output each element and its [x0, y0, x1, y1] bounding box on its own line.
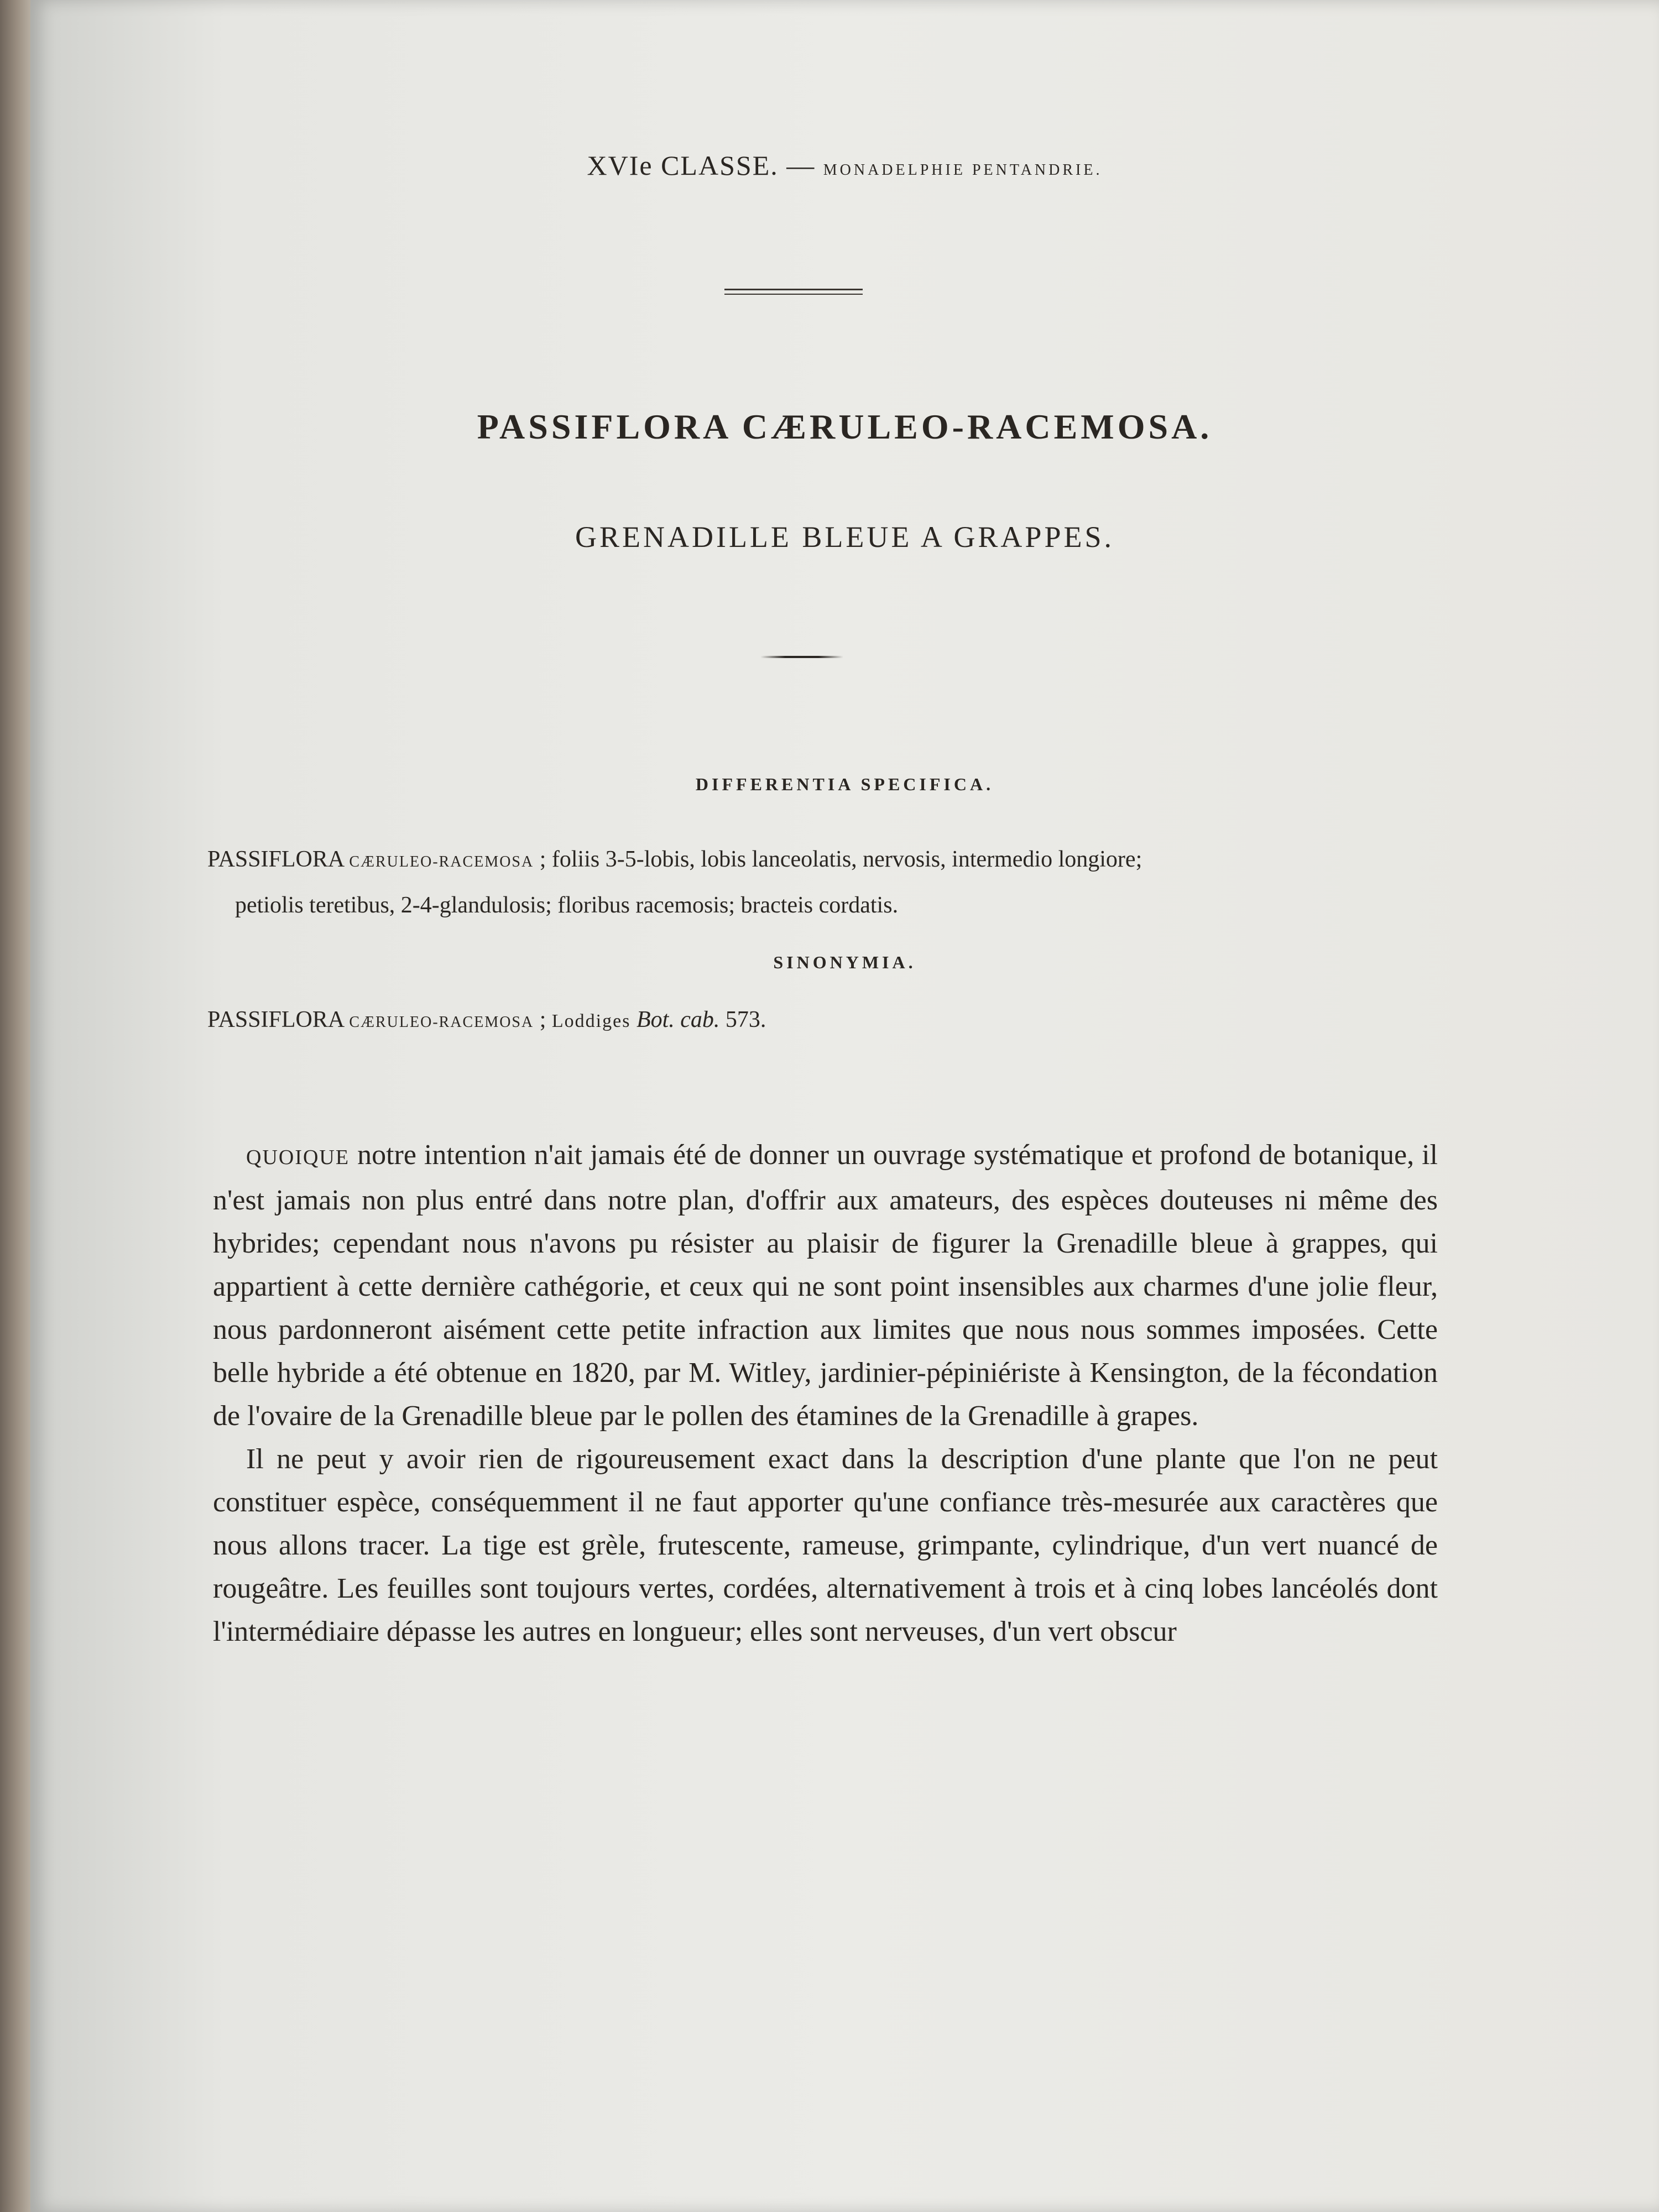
sinonymia-separator: ; [534, 1007, 552, 1032]
sinonymia-text [207, 1006, 1424, 1033]
sinonymia-species: CÆRULEO-RACEMOSA [349, 1014, 534, 1031]
differentia-text [207, 838, 1457, 927]
sinonymia-reference: Bot. cab. [630, 1007, 720, 1032]
differentia-genus: PASSIFLORA [207, 847, 343, 872]
page-subtitle: GRENADILLE BLEUE A GRAPPES. [575, 520, 1115, 554]
body-paragraph-1 [213, 1134, 1438, 1438]
paragraph-lead-word: QUOIQUE [246, 1146, 350, 1169]
middle-divider-rule [760, 656, 843, 658]
differentia-line2: petiolis teretibus, 2-4-glandulosis; floribus racemosis; bracteis cordatis. [235, 893, 899, 918]
running-head-category: MONADELPHIE PENTANDRIE. [823, 161, 1103, 179]
top-divider-rule [724, 289, 863, 295]
running-head-classe: XVIe CLASSE. [587, 150, 779, 181]
differentia-heading: DIFFERENTIA SPECIFICA. [695, 774, 994, 794]
differentia-line1-rest: ; foliis 3-5-lobis, lobis lanceolatis, nervosis, intermedio longiore; [534, 847, 1142, 872]
sinonymia-reference-number: 573. [719, 1007, 766, 1032]
sinonymia-author: Loddiges [551, 1011, 631, 1031]
sinonymia-genus: PASSIFLORA [207, 1007, 343, 1032]
body-text [213, 1134, 1438, 1653]
page-title: PASSIFLORA CÆRULEO-RACEMOSA. [477, 407, 1213, 446]
book-page [30, 0, 1659, 2212]
sinonymia-heading: SINONYMIA. [773, 952, 916, 972]
paragraph-1-text: notre intention n'ait jamais été de donner un ouvrage systématique et profond de botanique, il n'est jamais non plus entré dans notre plan, d'offrir aux amateurs, des espèces douteuses ni même des hybrides; cependant nous n'avons pu résister au plaisir de figurer la Grenadille bleue à grappes, qui appartient à cette dernière cathégorie, et ceux qui ne sont point insensibles aux charmes d'une jolie fleur, nous pardonneront aisément cette petite infraction aux limites que nous nous sommes imposées. Cette belle hybride a été obtenue en 1820, par M. Witley, jardinier-pépiniériste à Kensington, de la fécondation de l'ovaire de la Grenadille bleue par le pollen des étamines de la Grenadille à grapes. [213, 1139, 1438, 1432]
body-paragraph-2: Il ne peut y avoir rien de rigoureusement exact dans la description d'une plante que l'on ne peut constituer espèce, conséquemment il ne faut apporter qu'une confiance très-mesurée aux caractères que nous allons tracer. La tige est grèle, frutescente, rameuse, grimpante, cylindrique, d'un vert nuancé de rougeâtre. Les feuilles sont toujours vertes, cordées, alternativement à trois et à cinq lobes lancéolés dont l'intermédiaire dépasse les autres en longueur; elles sont nerveuses, d'un vert obscur [213, 1443, 1438, 1647]
differentia-species: CÆRULEO-RACEMOSA [349, 853, 534, 870]
running-head [30, 149, 1659, 181]
running-head-dash: — [778, 150, 823, 181]
